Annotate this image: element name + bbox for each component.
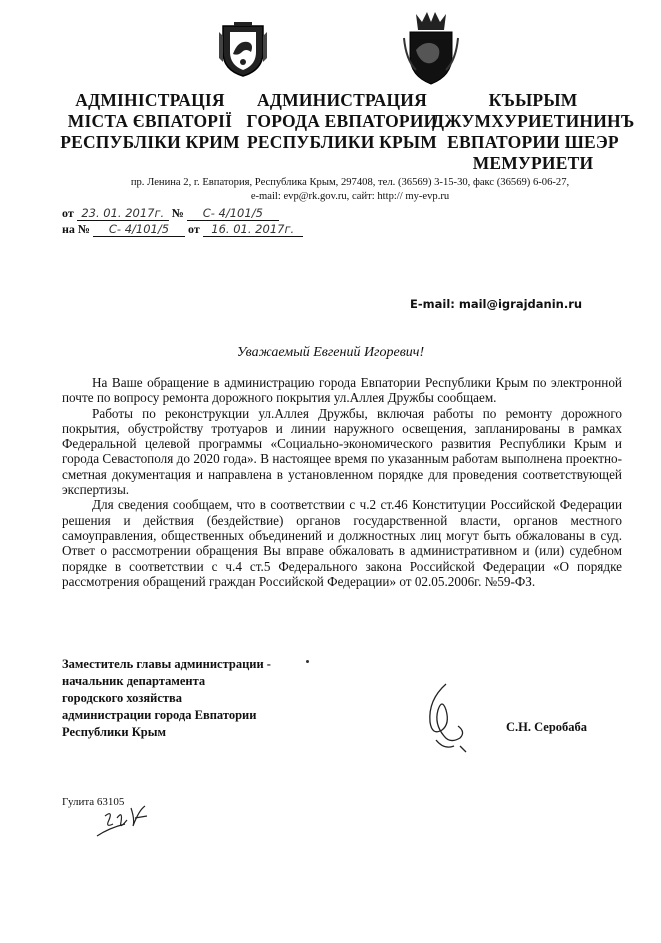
header-line: ЕВПАТОРИИ ШЕЭР <box>447 132 619 152</box>
paragraph: На Ваше обращение в администрацию города Евпатории Республики Крым по электронной почте по вопросу ремонта дорожного покрытия ул.Аллея Дружбы сообщаем. <box>62 375 622 406</box>
incoming-date: 16. 01. 2017г. <box>203 223 303 237</box>
header-line: МЕМУРИЕТИ <box>472 153 594 173</box>
incoming-reference <box>62 222 303 237</box>
header-line: МІСТА ЄВПАТОРІЇ <box>67 111 233 131</box>
signature-icon <box>420 680 470 755</box>
outgoing-number: С- 4/101/5 <box>187 207 279 221</box>
header-line: РЕСПУБЛІКИ КРИМ <box>60 132 240 152</box>
outgoing-date: 23. 01. 2017г. <box>77 207 169 221</box>
position-line: администрации города Евпатории <box>62 708 257 722</box>
reply-label: на № <box>62 222 90 236</box>
paragraph: Для сведения сообщаем, что в соответствии с ч.2 ст.46 Конституции Российской Федерации решения и действия (бездействие) органов государственной власти, органов местного самоуправления, общественных объединений и должностных лиц могут быть обжалованы в суд. Ответ о рассмотрении обращения Вы вправе обжаловать в административном и (или) судебном порядке в соответствии с ч.4 ст.5 Федерального закона Российской Федерации «О порядке рассмотрения обращений граждан Российской Федерации» от 02.05.2006г. №59-ФЗ. <box>62 497 622 589</box>
position-line: городского хозяйства <box>62 691 183 705</box>
position-line: Заместитель главы администрации - <box>62 657 271 671</box>
header-line: РЕСПУБЛИКИ КРЫМ <box>247 132 437 152</box>
signer-position <box>62 656 271 741</box>
coat-of-arms-evpatoria-icon <box>402 10 460 86</box>
header-line: АДМИНИСТРАЦИЯ <box>257 90 427 110</box>
incoming-number: С- 4/101/5 <box>93 223 185 237</box>
initials-icon <box>95 800 157 838</box>
position-line: начальник департамента <box>62 674 206 688</box>
header-line: ГОРОДА ЕВПАТОРИИ <box>246 111 438 131</box>
letter-body <box>62 375 622 589</box>
stray-mark <box>306 660 309 663</box>
header-russian <box>244 90 440 153</box>
from-label: от <box>62 206 74 220</box>
reply-from-label: от <box>187 222 200 236</box>
header-line: КЪЫРЫМ <box>488 90 578 110</box>
position-line: Республики Крым <box>62 725 166 739</box>
coat-of-arms-crimea-icon <box>218 22 268 78</box>
address-line: пр. Ленина 2, г. Евпатория, Республика Крым, 297408, тел. (36569) 3-15-30, факс (36569) 6-06-27, <box>130 177 570 188</box>
number-label: № <box>171 206 184 220</box>
greeting: Уважаемый Евгений Игоревич! <box>236 345 425 360</box>
header-line: АДМІНІСТРАЦІЯ <box>75 90 225 110</box>
address-block <box>60 176 640 204</box>
signer-name: С.Н. Серобаба <box>506 720 588 734</box>
header-crimean-tatar <box>432 90 634 174</box>
paragraph: Работы по реконструкции ул.Аллея Дружбы, включая работы по ремонту дорожного покрытия, обустройству тротуаров и линии наружного освещения, запланированы в рамках Федеральной целевой программы «Социально-экономического развития Республики Крым и города Севастополя до 2020 года». В настоящее время по указанным работам выполнена проектно-сметная документация и направлена в установленном порядке для проведения соответствующей экспертизы. <box>62 405 622 498</box>
outgoing-reference <box>62 206 279 221</box>
executor-note: Гулита 63105 <box>62 796 125 808</box>
recipient-email: E-mail: mail@igrajdanin.ru <box>410 297 583 311</box>
header-line: ДЖУМХУРИЕТИНИНЪ <box>432 111 635 131</box>
header-ukrainian <box>52 90 248 153</box>
address-line: e-mail: evp@rk.gov.ru, сайт: http:// my-evp.ru <box>250 191 450 202</box>
